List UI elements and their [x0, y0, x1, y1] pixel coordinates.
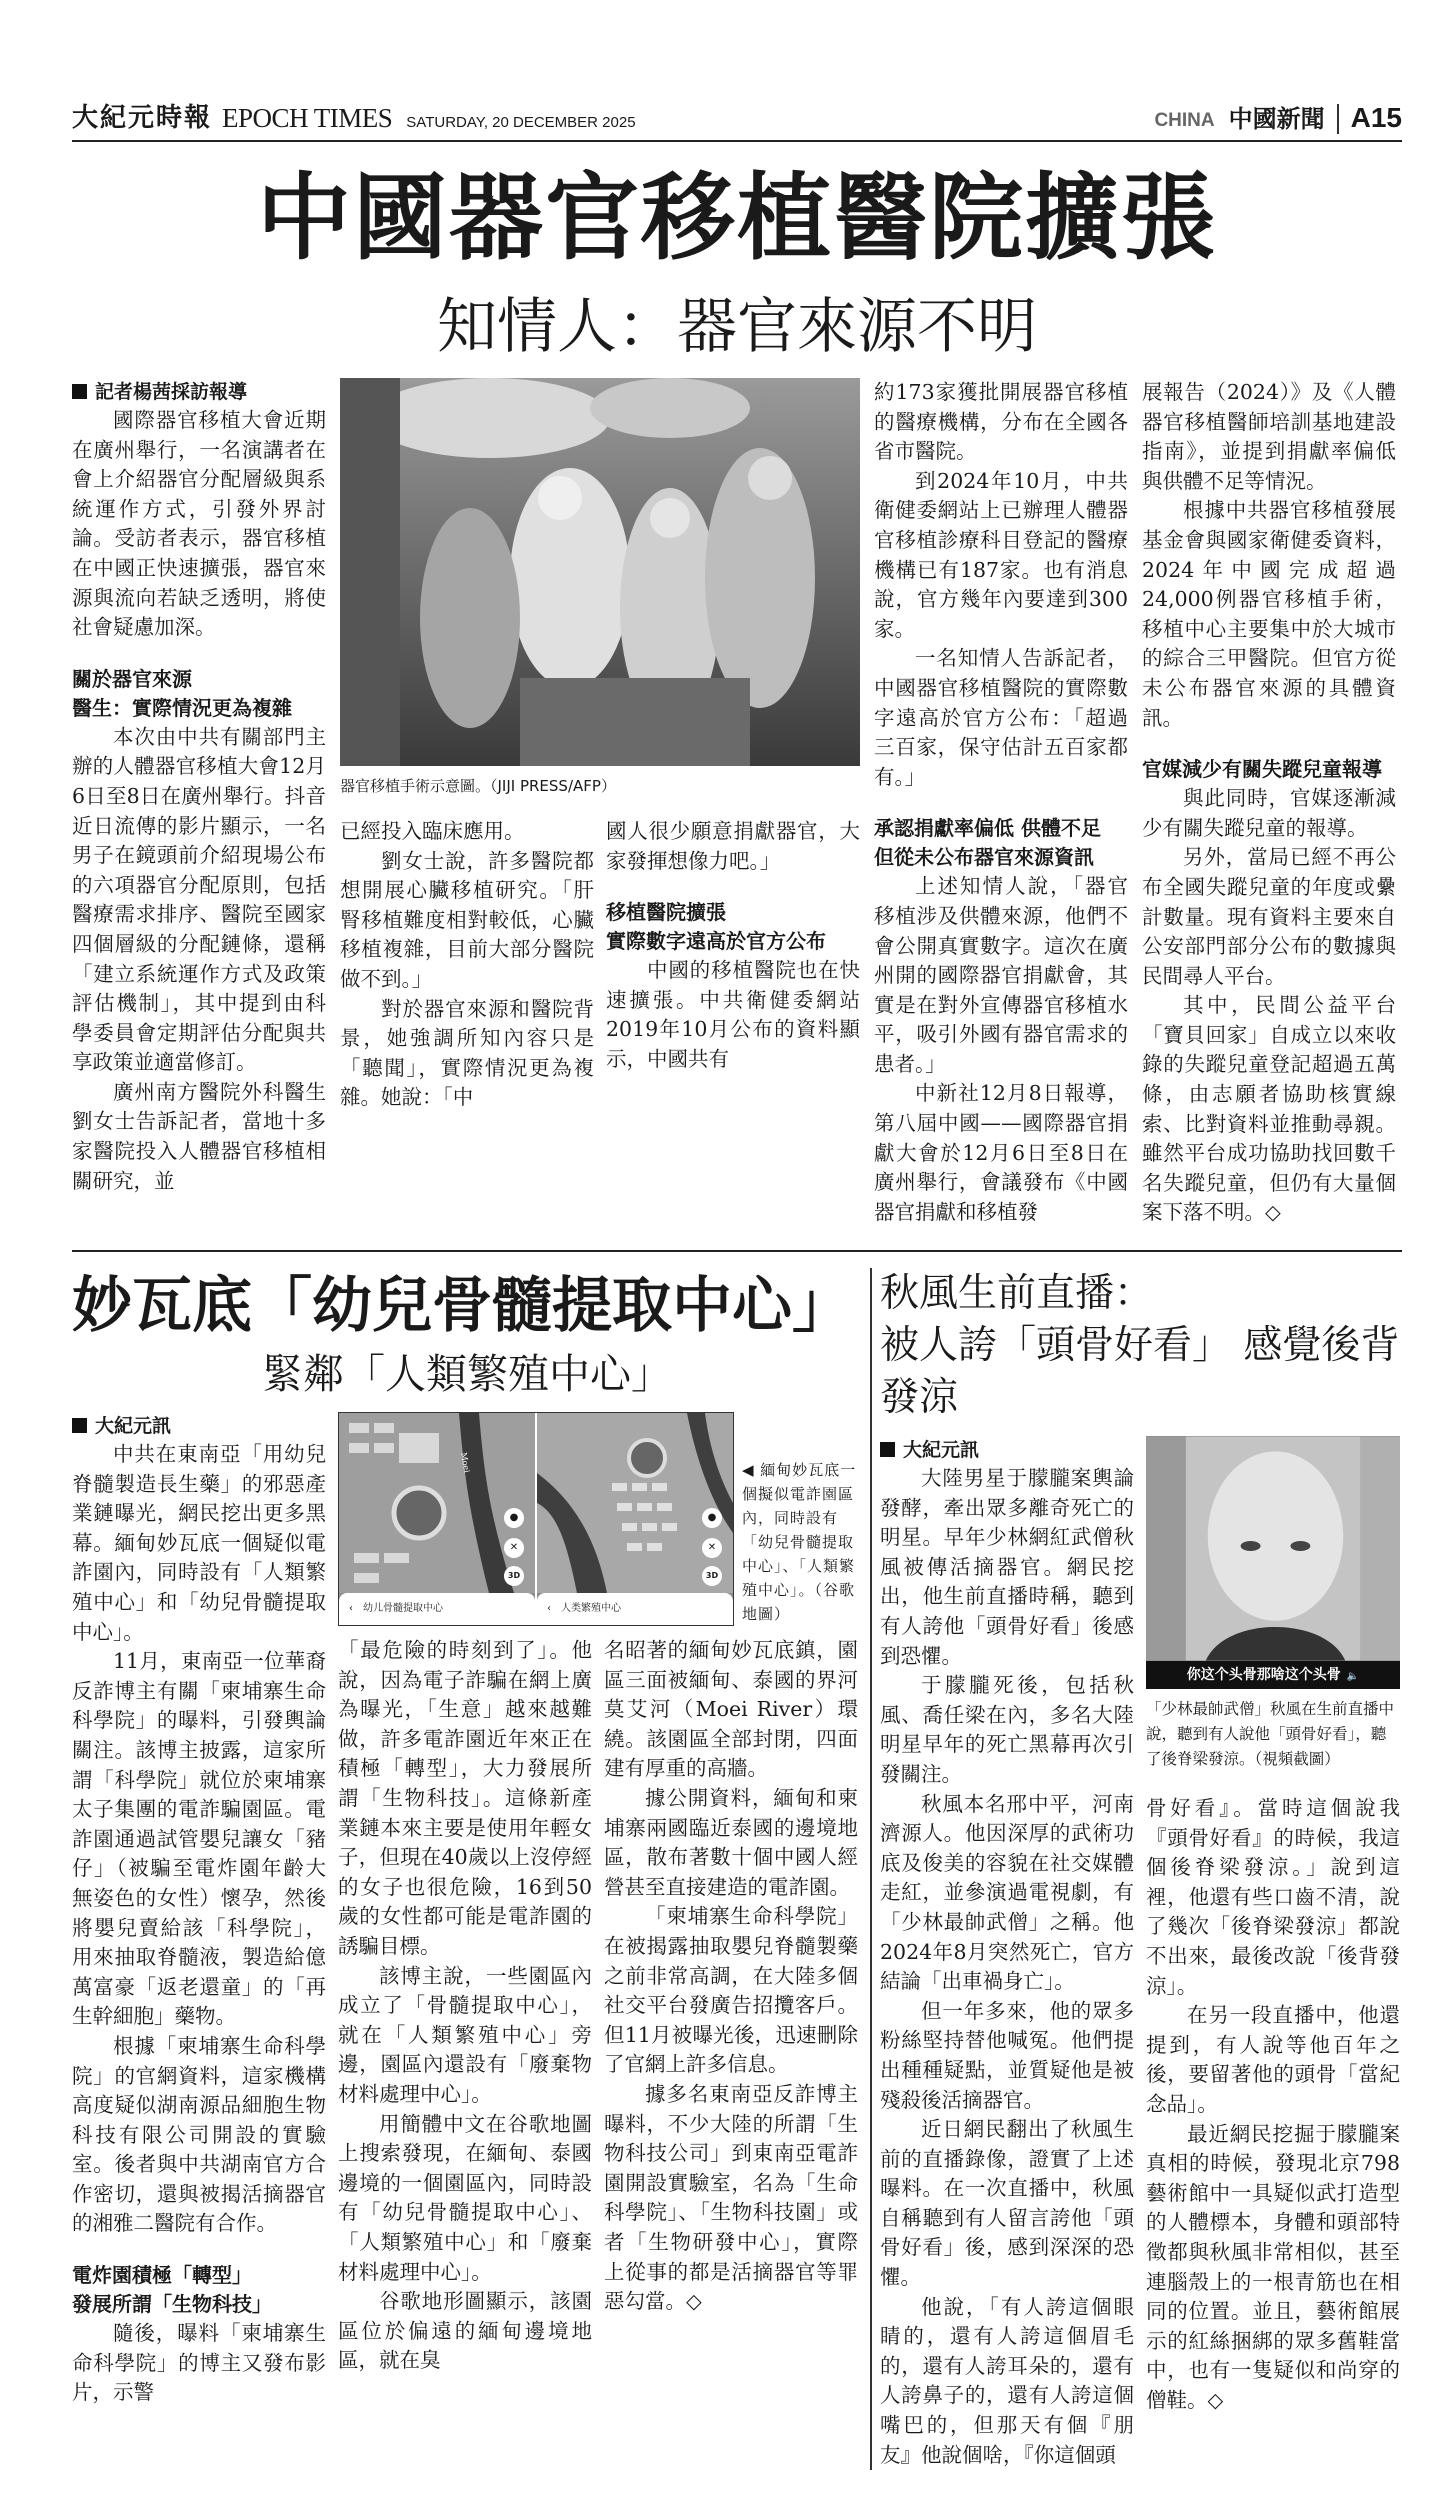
article-column	[1142, 378, 1396, 1228]
paragraph: 上述知情人說，「器官移植涉及供體來源，他們不會公開真實數字。這次在廣州開的國際器官捐獻會，其實是在對外宣傳器官移植水平，吸引外國有器官需求的患者。」	[874, 874, 1128, 1076]
map-river-label: Moei	[459, 1451, 472, 1474]
paragraph: 隨後，曝料「柬埔寨生命科學院」的博主又發布影片，示警	[72, 2321, 326, 2405]
subheadline: 緊鄰「人類繁殖中心」	[262, 1350, 672, 1399]
article-column	[604, 1636, 858, 2317]
byline: 大紀元訊	[880, 1436, 1134, 1464]
article-column	[72, 1412, 326, 2408]
subheading-line: 官媒減少有關失蹤兒童報導	[1142, 757, 1382, 782]
paragraph: 另外，當局已經不再公布全國失蹤兒童的年度或纍計數量。現有資料主要來自公安部門部分公布的數據與民間尋人平台。	[1142, 845, 1396, 988]
person-icon[interactable]: ●	[504, 1508, 524, 1528]
page-number: A15	[1350, 102, 1402, 133]
paragraph: 中國的移植醫院也在快速擴張。中共衛健委網站2019年10月公布的資料顯示，中國共有	[606, 958, 860, 1071]
paragraph: 名昭著的緬甸妙瓦底鎮，園區三面被緬甸、泰國的界河莫艾河（Moei River）環繞。該園區全部封閉，四面建有厚重的高牆。	[604, 1638, 858, 1781]
paragraph: 與此同時，官媒逐漸減少有關失蹤兒童的報導。	[1142, 786, 1396, 840]
subheading	[606, 898, 860, 956]
paragraph: 根據中共器官移植發展基金會與國家衛健委資料，2024年中國完成超過24,000例器官移植手術，移植中心主要集中於大城市的綜合三甲醫院。但官方從未公布器官來源的具體資訊。	[1142, 498, 1396, 730]
headline: 中國器官移植醫院擴張	[256, 164, 1217, 273]
right-story-body	[880, 1436, 1402, 2470]
paragraph: 廣州南方醫院外科醫生劉女士告訴記者，當地十多家醫院投入人體器官移植相關研究，並	[72, 1079, 326, 1193]
map-image	[537, 1413, 733, 1625]
paragraph: 他說，「有人誇這個眼睛的，還有人誇這個眉毛的，還有人誇耳朵的，還有人誇鼻子的，還有人誇這個嘴巴的，但那天有個『朋友』他說個啥，『你這個頭	[880, 2294, 1134, 2467]
maps-row	[338, 1412, 858, 1626]
paragraph: 「最危險的時刻到了」。他說，因為電子詐騙在網上廣為曝光，「生意」越來越難做，許多電詐園近年來正在積極「轉型」，大力發展所謂「生物科技」。這條新產業鏈本來主要是使用年輕女子，但現在40歲以上沒停經的女子也很危險，16到50歲的女性都可能是電詐園的誘騙目標。	[338, 1638, 592, 1958]
section-en: CHINA	[1154, 110, 1215, 131]
subheading	[1142, 755, 1396, 784]
photo-and-columns	[340, 378, 860, 1113]
masthead-rule	[72, 140, 1402, 142]
paragraph: 其中，民間公益平台「寶貝回家」自成立以來收錄的失蹤兒童登記超過五萬條，由志願者協助核實線索、比對資料並推動尋親。雖然平台成功協助找回數千名失蹤兒童，但仍有大量個案下落不明。◇	[1142, 993, 1396, 1225]
paragraph: 國際器官移植大會近期在廣州舉行，一名演講者在會上介紹器官分配層級與系統運作方式，引發外界討論。受訪者表示，器官移植在中國正快速擴張，器官來源與流向若缺乏透明，將使社會疑慮加深。	[72, 408, 326, 640]
masthead-name: EPOCH TIMES	[222, 103, 393, 133]
subheading-line: 電炸園積極「轉型」	[72, 2263, 252, 2288]
back-chevron-icon[interactable]: ‹	[349, 1603, 353, 1615]
map-place-label: 人类繁殖中心	[561, 1603, 621, 1615]
paragraph: 展報告（2024）》及《人體器官移植醫師培訓基地建設指南》，並提到捐獻率偏低與供體不足等情況。	[1142, 380, 1396, 493]
paragraph: 于朦朧死後，包括秋風、喬任梁在內，多名大陸明星早年的死亡黑幕再次引發關注。	[880, 1673, 1134, 1786]
masthead	[72, 100, 1402, 134]
bottom-stories	[72, 1268, 1402, 2470]
compass-icon[interactable]: ✕	[702, 1538, 722, 1558]
person-icon[interactable]: ●	[702, 1508, 722, 1528]
subheading	[72, 665, 326, 723]
video-subtitle-text: 你这个头骨那啥这个头骨	[1186, 1667, 1341, 1684]
paragraph: 骨好看』。當時這個說我『頭骨好看』的時候，我這個後脊梁發涼。」說到這裡，他還有些口齒不清，說了幾次「後脊梁發涼」都說不出來，最後改說「後背發涼」。	[1146, 1796, 1400, 1998]
maps-and-columns	[338, 1412, 858, 2376]
paragraph: 約173家獲批開展器官移植的醫療機構，分布在全國各省市醫院。	[874, 380, 1128, 464]
subheading-line: 發展所謂「生物科技」	[72, 2292, 272, 2317]
headline: 妙瓦底「幼兒骨髓提取中心」	[72, 1271, 852, 1342]
map-place-card[interactable]	[339, 1593, 535, 1625]
paragraph: 已經投入臨床應用。	[340, 819, 525, 843]
headline	[880, 1268, 1402, 1424]
subheading-line: 移植醫院擴張	[606, 900, 726, 925]
subheading-line: 但從未公布器官來源資訊	[874, 845, 1094, 870]
article-column	[606, 817, 860, 1075]
subheading-line: 實際數字遠高於官方公布	[606, 929, 826, 954]
photo-caption: 「少林最帥武僧」秋風在生前直播中說，聽到有人說他「頭骨好看」，聽了後脊梁發涼。（視頻截圖）	[1146, 1700, 1395, 1769]
compass-icon[interactable]: ✕	[504, 1538, 524, 1558]
paragraph: 大陸男星于朦朧案輿論發酵，牽出眾多離奇死亡的明星。早年少林網紅武僧秋風被傳活摘器官。網民挖出，他生前直播時稱，聽到有人誇他「頭骨好看」後感到恐懼。	[880, 1466, 1134, 1668]
subheading-line: 關於器官來源	[72, 666, 192, 691]
paragraph: 谷歌地形圖顯示，該園區位於偏遠的緬甸邊境地區，就在臭	[338, 2289, 592, 2373]
subheading-line: 醫生：實際情況更為複雜	[72, 695, 292, 720]
paragraph: 到2024年10月，中共衛健委網站上已辦理人體器官移植診療科目登記的醫療機構已有187家。也有消息說，官方幾年內要達到300家。	[874, 468, 1128, 641]
paragraph: 據多名東南亞反詐博主曝料，不少大陸的所謂「生物科技公司」到東南亞電詐園開設實驗室，名為「生命科學院」、「生物科技園」或者「生物研發中心」，實際上從事的都是活摘器官等罪惡勾當。◇	[604, 2081, 858, 2314]
map-satellite	[537, 1413, 733, 1593]
3d-button[interactable]: 3D	[504, 1566, 524, 1586]
article-column	[1146, 1794, 1400, 2415]
paragraph: 中共在東南亞「用幼兒脊髓製造長生藥」的邪惡產業鏈曝光，網民挖出更多黑幕。緬甸妙瓦底一個疑似電詐園內，同時設有「人類繁殖中心」和「幼兒骨髓提取中心」。	[72, 1442, 326, 1644]
paragraph: 根據「柬埔寨生命科學院」的官網資料，這家機構高度疑似湖南源品細胞生物科技有限公司開設的實驗室。後者與中共湖南官方合作密切，還與被揭活摘器官的湘雅二醫院有合作。	[72, 2033, 326, 2236]
portrait-image	[1146, 1436, 1400, 1661]
divider	[1337, 104, 1339, 134]
newspaper-page	[72, 0, 1402, 2510]
map-place-card[interactable]	[537, 1593, 733, 1625]
subheading	[72, 2261, 326, 2319]
paragraph: 在另一段直播中，他還提到，有人說等他百年之後，要留著他的頭骨「當紀念品」。	[1146, 2003, 1400, 2116]
surgery-image	[340, 378, 860, 766]
map-image	[339, 1413, 535, 1625]
paragraph: 但一年多來，他的眾多粉絲堅持替他喊冤。他們提出種種疑點，並質疑他是被殘殺後活摘器官。	[880, 1998, 1134, 2112]
paragraph: 本次由中共有關部門主辦的人體器官移植大會12月6日至8日在廣州舉行。抖音近日流傳的影片顯示，一名男子在鏡頭前介紹現場公布的六項器官分配原則，包括醫療需求排序、醫院至國家四個層級的分配鏈條，還稱「建立系統運作方式及政策評估機制」，其中提到由科學委員會定期評估分配與共享政策並適當修訂。	[72, 724, 326, 1075]
paragraph: 對於器官來源和醫院背景，她強調所知內容只是「聽聞」，實際情況更為複雜。她說：「中	[340, 996, 594, 1110]
article-column	[72, 378, 326, 1196]
paragraph: 秋風本名邢中平，河南濟源人。他因深厚的武術功底及俊美的容貌在社交媒體走紅，並參演過電視劇，有「少林最帥武僧」之稱。他2024年8月突然死亡，官方結論「出車禍身亡」。	[880, 1791, 1134, 1994]
section-label	[1154, 99, 1402, 134]
article-column	[874, 378, 1128, 1227]
paragraph: 用簡體中文在谷歌地圖上搜索發現，在緬甸、泰國邊境的一個園區內，同時設有「幼兒骨髓提取中心」、「人類繁殖中心」和「廢棄材料處理中心」。	[338, 2111, 592, 2284]
column-pair	[338, 1636, 858, 2376]
headline-line: 被人誇「頭骨好看」 感覺後背發涼	[880, 1323, 1400, 1421]
byline: 記者楊茜採訪報導	[72, 378, 326, 406]
subheading	[874, 814, 1128, 872]
surgery-photo	[340, 378, 860, 766]
map-screenshots	[338, 1412, 734, 1626]
right-story	[870, 1268, 1402, 2470]
map-satellite	[339, 1413, 535, 1593]
map-caption: ◀ 緬甸妙瓦底一個擬似電詐園區內，同時設有「幼兒骨髓提取中心」、「人類繁殖中心」。（谷歌地圖）	[742, 1461, 857, 1624]
photo-caption: 器官移植手術示意圖。（JIJI PRESS/AFP）	[340, 777, 616, 795]
left-story	[72, 1268, 870, 2470]
subheadline: 知情人：器官來源不明	[437, 292, 1037, 362]
masthead-logo: 大紀元時報	[72, 103, 213, 133]
headline-line: 秋風生前直播：	[880, 1271, 1154, 1317]
issue-date: SATURDAY, 20 DECEMBER 2025	[406, 114, 636, 131]
paragraph: 據公開資料，緬甸和柬埔寨兩國臨近泰國的邊境地區，散布著數十個中國人經營甚至直接建造的電詐園。	[604, 1786, 858, 1899]
video-subtitle	[1146, 1661, 1400, 1689]
article-column	[340, 817, 594, 1113]
paragraph: 最近網民挖掘于朦朧案真相的時候，發現北京798藝術館中一具疑似武打造型的人體標本，身體和頭部特徵都與秋風非常相似，甚至連腦殼上的一根青筋也在相同的位置。並且，藝術館展示的紅絲捆綁的眾多舊鞋當中，也有一隻疑似和尚穿的僧鞋。◇	[1146, 2121, 1400, 2412]
subheading-line: 承認捐獻率偏低 供體不足	[874, 816, 1101, 841]
paragraph: 一名知情人告訴記者，中國器官移植醫院的實際數字遠高於官方公布：「超過三百家，保守估計五百家都有。」	[874, 646, 1128, 789]
article-column	[338, 1636, 592, 2376]
byline: 大紀元訊	[72, 1412, 326, 1440]
photo-and-column	[1146, 1436, 1400, 2415]
article-column	[880, 1436, 1134, 2470]
speaker-icon: 🔈	[1346, 1671, 1360, 1683]
top-story-body	[72, 378, 1402, 1228]
paragraph: 「柬埔寨生命科學院」在被揭露抽取嬰兒脊髓製藥之前非常高調，在大陸多個社交平台發廣告招攬客戶。但11月被曝光後，迅速刪除了官網上許多信息。	[604, 1904, 858, 2077]
paragraph: 劉女士說，許多醫院都想開展心臟移植研究。「肝腎移植難度相對較低，心臟移植複雜，目前大部分醫院做不到。」	[340, 848, 594, 991]
column-pair	[340, 817, 860, 1113]
video-screenshot	[1146, 1436, 1400, 1689]
map-place-label: 幼儿骨髓提取中心	[363, 1603, 443, 1615]
paragraph: 該博主說，一些園區內成立了「骨髓提取中心」，就在「人類繁殖中心」旁邊，園區內還設有「廢棄物材料處理中心」。	[338, 1963, 592, 2106]
paragraph: 中新社12月8日報導，第八屆中國——國際器官捐獻大會於12月6日至8日在廣州舉行，會議發布《中國器官捐獻和移植發	[874, 1081, 1128, 1224]
section-rule	[72, 1250, 1402, 1252]
back-chevron-icon[interactable]: ‹	[547, 1603, 551, 1615]
paragraph: 11月，東南亞一位華裔反詐博主有關「柬埔寨生命科學院」的曝料，引發輿論關注。該博主披露，這家所謂「科學院」就位於柬埔寨太子集團的電詐騙園區。電詐園通過試管嬰兒讓女「豬仔」（被騙至電炸園年齡大無姿色的女性）懷孕，然後將嬰兒賣給該「科學院」，用來抽取脊髓液，製造給億萬富豪「返老還童」的「再生幹細胞」藥物。	[72, 1649, 326, 2029]
left-story-body	[72, 1412, 860, 2408]
section-zh: 中國新聞	[1228, 105, 1325, 133]
3d-button[interactable]: 3D	[702, 1566, 722, 1586]
paragraph: 近日網民翻出了秋風生前的直播錄像，證實了上述曝料。在一次直播中，秋風自稱聽到有人留言誇他「頭骨好看」後，感到深深的恐懼。	[880, 2117, 1134, 2290]
paragraph: 國人很少願意捐獻器官，大家發揮想像力吧。」	[606, 819, 860, 873]
